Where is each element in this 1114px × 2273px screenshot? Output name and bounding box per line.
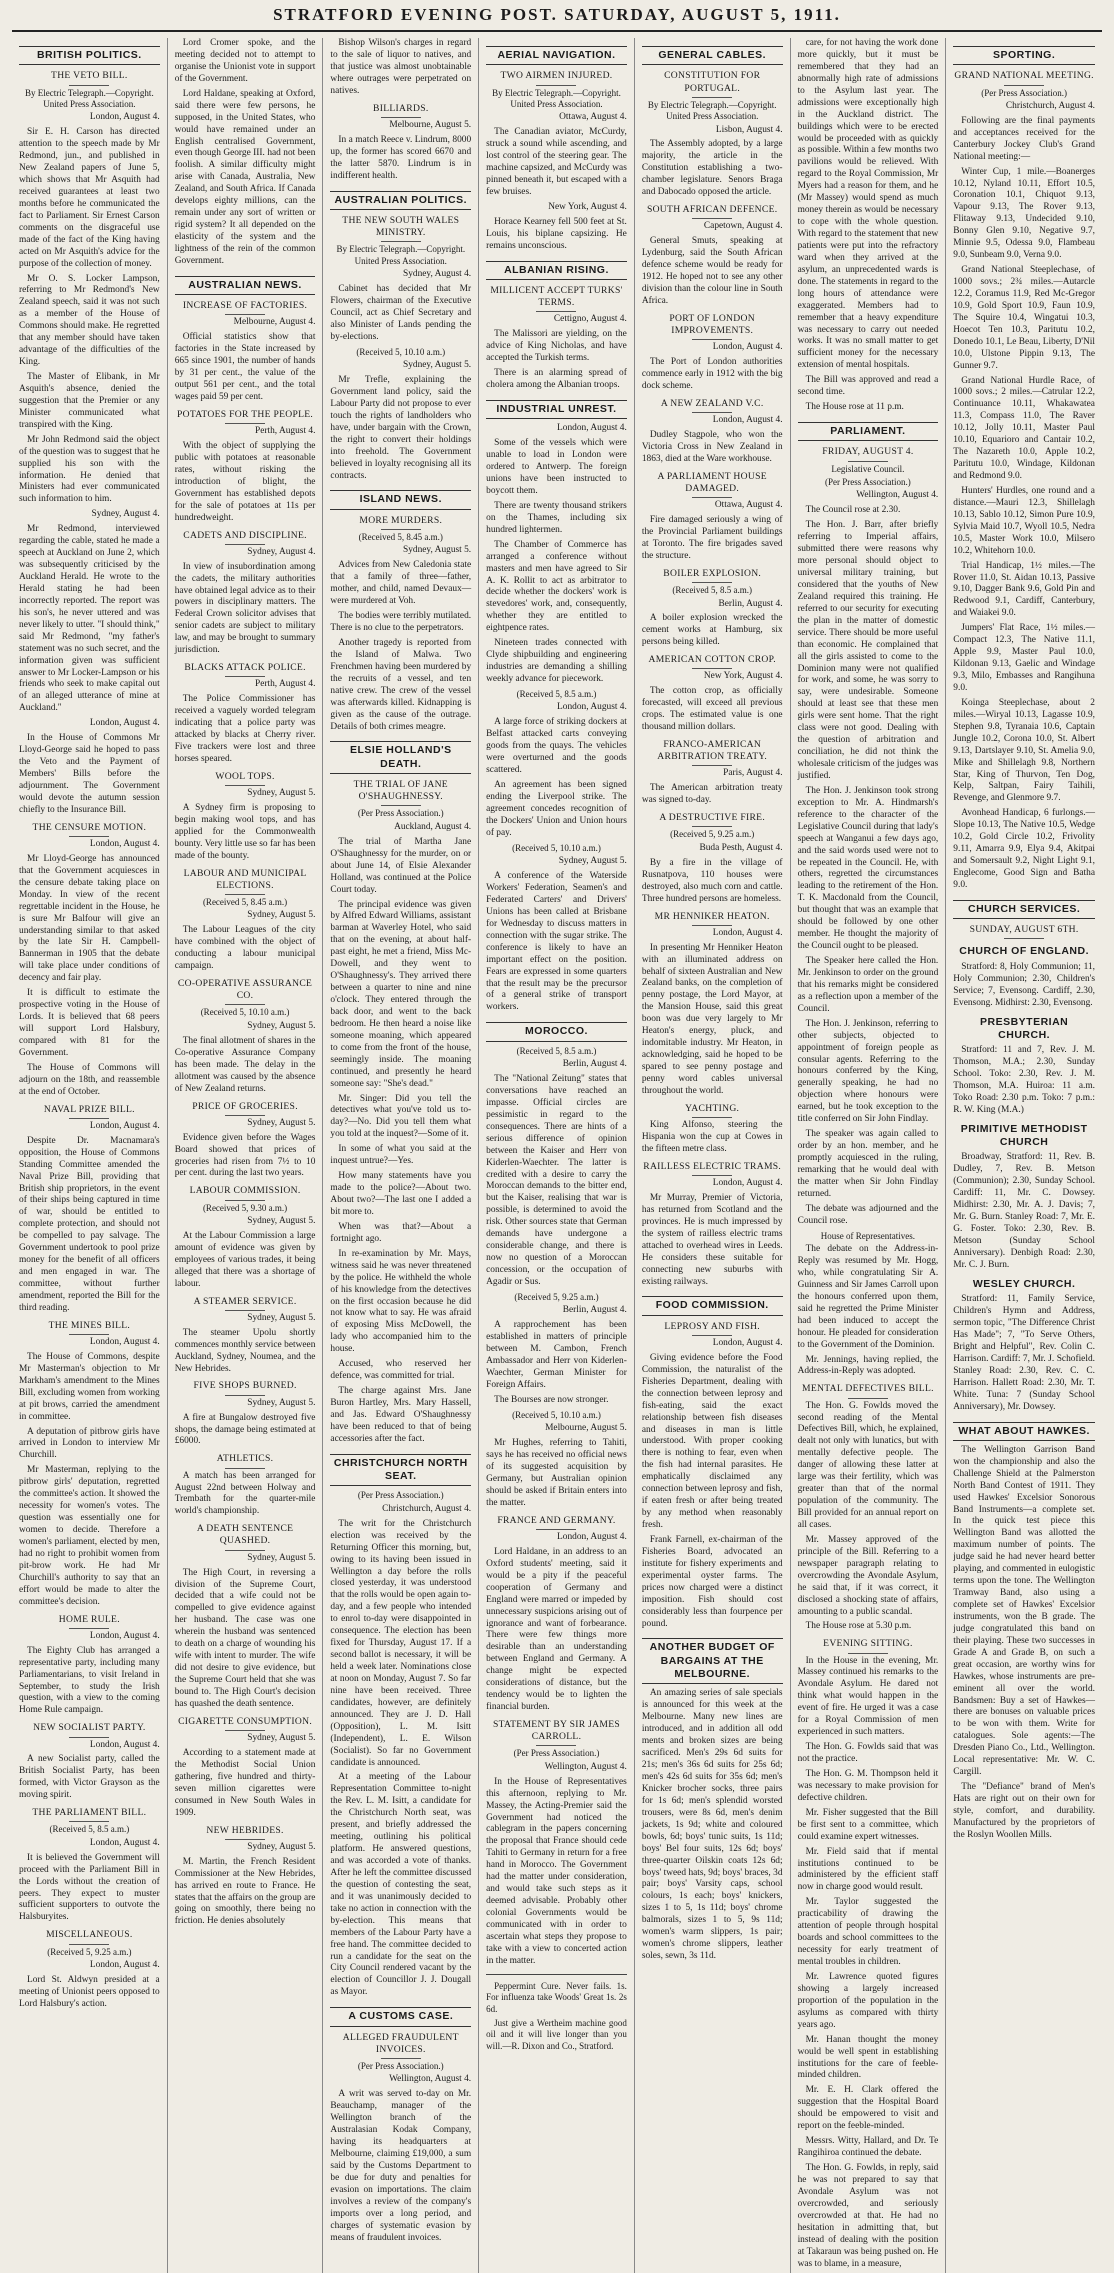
- paragraph: Despite Dr. Macnamara's opposition, the House of Commons Standing Committee amended the Naval Prize Bill, providing that British ship proprietors, in the event of their ships being captured in time of war, should be entitled to complete protection, and should not be compelled to pay salvage. The Government undertook to pool prize money for the benefit of all officers and men engaged in war. The committee, without further amendment, reported the Bill for the third reading.: [19, 1135, 160, 1313]
- section-heading: MOROCCO.: [486, 1022, 627, 1041]
- story-title: A STEAMER SERVICE.: [175, 1296, 316, 1311]
- received-line: (Received 5, 10.10 a.m.): [356, 346, 446, 357]
- paragraph: A match has been arranged for August 22nd between Holway and Trembath for the quarter-mile world's championship.: [174, 1470, 316, 1517]
- column-7: [946, 38, 1102, 2273]
- story-title: CO-OPERATIVE ASSURANCE CO.: [175, 978, 316, 1005]
- paragraph: The Hon. G. Fowlds said that was not the practice.: [797, 1742, 939, 1765]
- paragraph: Accused, who reserved her defence, was committed for trial.: [330, 1359, 472, 1382]
- paragraph: The bodies were terribly mutilated. There is no clue to the perpetrators.: [330, 611, 472, 634]
- paragraph: A boiler explosion wrecked the cement works at Hamburg, six persons being killed.: [641, 613, 783, 648]
- column-1: [12, 38, 168, 2273]
- paragraph: The House rose at 11 p.m.: [805, 402, 904, 413]
- paragraph: The principal evidence was given by Alfred Edward Williams, assistant barman at Waverley Hotel, who said that on the evening, at about half-past eight, he met a friend, Miss Mc-Dowell, and they went to O'Shaughnessy's. They arrived there between a quarter to nine and nine o'clock. They entered through the back door, and went to the back bedroom. He then heard a noise like someone moaning, which appeared to come from the front of the house, seemingly inside. The moaning continued, and presently he heard someone say: "She's dead.": [330, 899, 472, 1089]
- story-title: PORT OF LONDON IMPROVEMENTS.: [642, 313, 783, 340]
- dateline: London, August 4.: [89, 1739, 160, 1750]
- paragraph: The Police Commissioner has received a vaguely worded telegram indicating that a police party was attacked by blacks at Cherry river. Five trackers were lost and three horses speared.: [174, 694, 316, 764]
- story-title: PRICE OF GROCERIES.: [175, 1101, 316, 1116]
- page-columns: [12, 38, 1102, 2269]
- dateline: London, August 4.: [89, 1837, 160, 1848]
- story-title: NEW HEBRIDES.: [175, 1825, 316, 1840]
- paragraph: It is believed the Government will proceed with the Parliament Bill in the Lords without the creation of peers. They expect to muster sufficient supporters to outvote the Halsburyites.: [19, 1852, 160, 1923]
- section-heading: FOOD COMMISSION.: [642, 1296, 783, 1315]
- paragraph: Jumpers' Flat Race, 1½ miles.—Compact 12.3, The Native 11.1, Apple 9.9, Master Paul 10.0, Kildonan 9.13, Gaelic and Windage 9.3, Milo, Embasses and Rangihuna 9.0.: [953, 623, 1095, 693]
- paragraph: It is difficult to estimate the prospective voting in the House of Lords. It is believed that 68 peers will support Lord Halsbury, compared with 81 for the Government.: [19, 988, 160, 1058]
- paragraph: In re-examination by Mr. Mays, witness said he was never threatened by the police. He withheld the whole of his knowledge from the detectives on the first occasion because he did not know what to say. He was afraid of exposing Miss McDowell, the lady who accompanied him to the house.: [330, 1248, 472, 1355]
- dateline: Sydney, August 5.: [247, 1312, 316, 1323]
- paragraph: The cotton crop, as officially forecasted, will exceed all previous crops. The estimated value is one thousand million dollars.: [641, 686, 783, 733]
- paragraph: The Hon. G. M. Thompson held it was necessary to make provision for defective children.: [797, 1768, 939, 1803]
- dateline: Sydney, August 5.: [558, 856, 627, 867]
- paragraph: Lord St. Aldwyn presided at a meeting of Unionist peers opposed to Lord Halsbury's action.: [19, 1974, 160, 2009]
- paragraph: Nineteen trades connected with Clyde shipbuilding and engineering industries are demanding a shilling weekly advance for piecework.: [486, 638, 627, 685]
- story-title: MILLICENT ACCEPT TURKS' TERMS.: [486, 285, 627, 312]
- story-title: GRAND NATIONAL MEETING.: [953, 70, 1095, 85]
- dateline: Ottawa, August 4.: [714, 500, 783, 511]
- dateline: London, August 4.: [712, 927, 783, 938]
- story-title: HOME RULE.: [19, 1614, 160, 1629]
- received-line: (Received 5, 10.10 a.m.): [512, 842, 601, 853]
- section-heading: PARLIAMENT.: [798, 422, 939, 441]
- paragraph: The Hon. J. Jenkinson took strong exception to Mr. A. Hindmarsh's reference to the character of the Legislative Council during that lady's speech at Wanganui a few days ago, and the said words used were not to be repeated in the Council. He, with others, regretted the circumstances leading to the retirement of the Hon. T. K. Macdonald from the Council, but thought that was an example that should be followed by one other member. He thought the majority of the Council ought to be pleased.: [797, 785, 939, 952]
- paragraph: The steamer Upolu shortly commences monthly service between Auckland, Sydney, Noumea, and the New Hebrides.: [174, 1327, 316, 1374]
- credit-line: (Per Press Association.): [357, 2060, 444, 2071]
- paragraph: An agreement has been signed ending the Liverpool strike. The agreement concedes recognition of the Dockers' Union and Union hours of pay.: [486, 780, 627, 838]
- section-heading: AERIAL NAVIGATION.: [486, 46, 627, 65]
- dateline: New York, August 4.: [548, 201, 627, 212]
- paragraph: Mr Lloyd-George has announced that the Government acquiesces in the censure debate taking place on Monday. In view of the recent regrettable incident in the House, he is sure Mr Balfour will give an understanding similar to that asked by the late Sir H. Campbell-Bannerman in 1905 that the debate will take place under conditions of decency and fair play.: [19, 853, 160, 984]
- dateline: Sydney, August 5.: [247, 1841, 316, 1852]
- paragraph: Mr. Singer: Did you tell the detectives what you've told us to-day?—No. Did you tell them what you told at the inquest?—Some of it.: [330, 1093, 472, 1140]
- paragraph: King Alfonso, steering the Hispania won the cup at Cowes in the fifteen metre class.: [641, 1120, 783, 1154]
- dateline: London, August 4.: [712, 415, 783, 426]
- story-title: LABOUR COMMISSION.: [175, 1185, 316, 1200]
- dateline: Sydney, August 5.: [247, 1397, 316, 1408]
- section-heading: AUSTRALIAN NEWS.: [175, 276, 316, 295]
- paragraph: Fire damaged seriously a wing of the Provincial Parliament buildings at Toronto. The fire brigades saved the structure.: [641, 515, 783, 561]
- paragraph: The debate was adjourned and the Council rose.: [797, 1203, 939, 1226]
- paragraph: Grand National Steeplechase, of 1000 sovs.; 2¾ miles.—Autarcle 12.2, Coramus 11.9, Red Mc-Gregor 10.9, Gold Sport 10.9, Faun 10.9, The Squire 10.4, Wingatui 10.3, Hoecot Ten 10.3, Paritutu 10.2, Donedo 10.1, Le Beau, Liberty, D'Nil 10.0, Ulstone Pippin 9.13, The Gunner 9.7.: [953, 265, 1095, 371]
- paragraph: Giving evidence before the Food Commission, the naturalist of the Fisheries Department, dealing with the connection between leprosy and fish-eating, said the exact relationship between fish diseases and diseases in man is little understood. With proper cooking there is nothing to fear, even when the fish had internal parasites. He emphatically disclaimed any connection between leprosy and fish, if eaten fresh or after being treated by any method when reasonably fresh.: [641, 1352, 783, 1531]
- paragraph: How many statements have you made to the police?—About two. About two?—The last one I added a bit more to.: [330, 1171, 472, 1217]
- paragraph: In presenting Mr Henniker Heaton with an illuminated address on behalf of sixteen Australian and New Zealand banks, on the completion of penny postage, the Lord Mayor, at the Mansion House, said this great boon was due very largely to Mr Heaton's energy, pluck, and indomitable industry. Mr Heaton, in acknowledging, said he hoped to be spared to see penny postage and penny word cables universal throughout the world.: [641, 942, 783, 1096]
- paragraph: The "Defiance" brand of Men's Hats are right out on their own for style, comfort, and durability. Manufactured by the proprietors of the Roslyn Woollen Mills.: [953, 1782, 1095, 1840]
- paragraph: In the House in the evening, Mr. Massey continued his remarks to the Avondale Asylum. He dared not think what would happen in the event of fire. He urged it was a case for a Royal Commission of men experienced in such matters.: [797, 1655, 939, 1738]
- advert-notice: Just give a Wertheim machine good oil and it will live longer than you will.—R. Dixon and Co., Stratford.: [486, 2017, 627, 2051]
- paragraph: According to a statement made at the Methodist Social Union gathering, five hundred and thirty-seven million cigarettes were consumed in New South Wales in 1909.: [174, 1747, 316, 1818]
- story-title: NEW SOCIALIST PARTY.: [19, 1722, 160, 1737]
- story-title: CIGARETTE CONSUMPTION.: [175, 1716, 316, 1731]
- section-heading: A CUSTOMS CASE.: [330, 2007, 471, 2026]
- received-line: (Received 5, 8.5 a.m.): [516, 688, 597, 699]
- dateline: London, August 4.: [89, 718, 160, 729]
- paragraph: The Wellington Garrison Band won the championship and also the Challenge Shield at the Palmerston North Band Contest of 1911. They used Hawkes' Excelsior Sonorous Band Instruments—a complete set. In the quick test piece this Wellington Band was allotted the maximum number of points. The judge said he had never heard better playing, and commented in eulogistic terms upon the tone. The Wellington Tramway Band, also using a complete set of Hawkes' Excelsior instruments, won the B grade. The judge congratulated this band on their playing. These two successes in Grade A and Grade B, on such a great occasion, are worthy wins for Hawkes, whose instruments are pre-eminent all over the world. Bandsmen: Buy a set of Hawkes—there are bonuses on valuable prices to be won with them. Write for catalogues. Sole agents:—The Dresden Piano Co., Ltd., Wellington. Local representative: Mr. W. C. Cargill.: [953, 1444, 1095, 1778]
- dateline: Ottawa, August 4.: [559, 112, 627, 123]
- received-line: (Received 5, 9.25 a.m.): [670, 829, 755, 840]
- story-title: THE TRIAL OF JANE O'SHAUGHNESSY.: [330, 779, 471, 806]
- dateline: London, August 4.: [89, 1336, 160, 1347]
- paragraph: A large force of striking dockers at Belfast attacked carts conveying goods from the quays. The vehicles were overturned and the goods scattered.: [486, 717, 627, 776]
- dateline: Sydney, August 4.: [91, 509, 160, 520]
- story-title: A PARLIAMENT HOUSE DAMAGED.: [642, 471, 783, 498]
- paragraph: The charge against Mrs. Jane Buron Hartley, Mrs. Mary Hassell, and Jas. Edward O'Shaughnessy have been reduced to that of being accessories after the fact.: [330, 1386, 472, 1444]
- paragraph: M. Martin, the French Resident Commissioner at the New Hebrides, has arrived en route to France. He states that the affairs on the group are going on smoothly, there being no friction. He denies absolutely: [174, 1856, 316, 1927]
- dateline: London, August 4.: [712, 1337, 783, 1348]
- dateline: Sydney, August 5.: [247, 1215, 316, 1226]
- paragraph: Following are the final payments and acceptances received for the Canterbury Jockey Club's Grand National meeting:—: [953, 115, 1095, 162]
- story-title: MISCELLANEOUS.: [19, 1929, 160, 1944]
- paragraph: Mr. Lawrence quoted figures showing a largely increased proportion of the population in the asylums as compared with thirty years ago.: [797, 1971, 939, 2030]
- column-6: [791, 38, 947, 2273]
- paragraph: At a meeting of the Labour Representation Committee to-night the Rev. L. M. Isitt, a candidate for the Christchurch North seat, was present, and briefly addressed the meeting, outlining his political platform. He answered questions, and was accorded a vote of thanks. After he left the committee discussed the question of contesting the seat, and it was unanimously decided to take no action in connection with the by-election. This means that members of the Labour Party have a free hand. The committee decided to run a candidate for the seat on the City Council rendered vacant by the election of Councillor J. J. Dougall as Mayor.: [330, 1772, 472, 1998]
- column-3: [323, 38, 479, 2273]
- story-title: MR HENNIKER HEATON.: [642, 911, 783, 926]
- story-title: THE PARLIAMENT BILL.: [19, 1807, 160, 1822]
- paragraph: Evidence given before the Wages Board showed that prices of groceries had risen from 7½ to 10 per cent. during the last two years.: [174, 1132, 316, 1179]
- section-heading: CHRISTCHURCH NORTH SEAT.: [330, 1454, 471, 1487]
- masthead: STRATFORD EVENING POST. SATURDAY, AUGUST 5, 1911.: [12, 0, 1102, 32]
- paragraph: Lord Haldane, speaking at Oxford, said there were few persons, he supposed, in the United States, who would have remained under an English centralised Government, even though George III. had not been foolish. A similar difficulty might arise with Canada, Australia, New Zealand, and South Africa. If Canada develops eighty millions, can the remain under any sort of written or rigid system? It all depended on the elasticity of the system and the lightness of the rein of the common Government.: [174, 88, 316, 266]
- dateline: Sydney, August 5.: [247, 910, 316, 921]
- credit-line: By Electric Telegraph.—Copyright. United Press Association.: [647, 99, 777, 122]
- dateline: Wellington, August 4.: [856, 490, 939, 501]
- story-title: ALLEGED FRAUDULENT INVOICES.: [330, 2032, 471, 2059]
- story-title: RAILLESS ELECTRIC TRAMS.: [642, 1161, 783, 1176]
- story-title: YACHTING.: [642, 1103, 783, 1118]
- story-title: STATEMENT BY SIR JAMES CARROLL.: [486, 1719, 627, 1746]
- paragraph: Avonhead Handicap, 6 furlongs.—Slope 10.13, The Native 10.5, Wedge 10.2, Gold Circle 10.2, Frivolity 9.11, Amarra 9.9, Elya 9.4, Akitpai and Somersault 9.2, Night Light 9.1, Englecome, Good Sign and Batha 9.0.: [953, 808, 1095, 890]
- paragraph: Mr. Hanan thought the money would be well spent in establishing institutions for the care of feeble-minded children.: [797, 2034, 939, 2081]
- paragraph: care, for not having the work done more quickly, but it must be remembered that they had an abnormally high rate of admissions to the Asylum last year. The admissions were exceptionally high in the Auckland district. The buildings which were to be erected would be proceeded with as quickly as possible. Within a few months two pavilions would be relieved. With regard to the Royal Commission, Mr Myers had a reason for them, and he (Mr Massey) would spend as much money therein as would be necessary to cope with the whole question. With regard to the statement that new patients were put into the refractory ward when they arrived at the asylum, an unprecedented wards is done. The statements in regard to the long hours of attendance were exaggerated. Members had to remember that a heavy expenditure was necessary to carry out needed works. It was no small matter to get sufficient money for the necessary extension of mental hospitals.: [797, 38, 939, 371]
- paragraph: Mr. Taylor suggested the practicability of drawing the attention of people through hospital boards and school committees to the necessity for early treatment of mental troubles in children.: [797, 1897, 939, 1968]
- dateline: Sydney, August 4.: [247, 546, 316, 557]
- paragraph: The Speaker here called the Hon. Mr. Jenkinson to order on the ground that his remarks might be considered as a reflection upon a member of the Council.: [797, 956, 939, 1014]
- story-title: A NEW ZEALAND V.C.: [642, 398, 783, 413]
- church-heading: PRESBYTERIAN CHURCH.: [980, 1015, 1069, 1041]
- paragraph: Cabinet has decided that Mr Flowers, chairman of the Executive Council, act as Chief Secretary and also Minister of Lands pending the by-elections.: [330, 284, 472, 342]
- paragraph: Frank Farnell, ex-chairman of the Fisheries Board, advocated an institute for fishery experiments and experimental oyster farms. The prices now charged were a distinct imposition. Fish should cost considerably less than fourpence per pound.: [641, 1534, 783, 1629]
- section-heading: WHAT ABOUT HAWKES.: [953, 1422, 1095, 1441]
- paragraph: Lord Cromer spoke, and the meeting decided not to attempt to organise the Unionist vote in support of the Government.: [174, 38, 316, 84]
- dateline: London, August 4.: [89, 838, 160, 849]
- credit-line: (Per Press Association.): [825, 476, 911, 487]
- paragraph: The Assembly adopted, by a large majority, the article in the Constitution establishing a two-chamber legislature. Senors Braga and Dabocado opposed the article.: [641, 139, 783, 198]
- advert-notice: Peppermint Cure. Never fails. 1s. For influenza take Woods' Great 1s. 2s 6d.: [486, 1980, 627, 2014]
- paragraph: Mr John Redmond said the object of the question was to suggest that he supplied his son with the information. He denied that Ministers had ever communicated such information to him.: [19, 434, 160, 505]
- paragraph: The House rose at 5.30 p.m.: [805, 1621, 912, 1632]
- paragraph: Horace Kearney fell 500 feet at St. Louis, his biplane capsizing. He remains unconscious.: [486, 216, 627, 251]
- paragraph: A writ was served to-day on Mr. Beauchamp, manager of the Wellington branch of the Australasian Kodak Company, having its headquarters at Melbourne, claiming £19,000, a sum said by the Customs Department to be due for duty and penalties for evasion on importations. The claim involves a review of the company's imports over a long period, and charges of systematic evasion by means of fraudulent invoices.: [330, 2089, 472, 2243]
- dateline: Sydney, August 5.: [247, 1733, 316, 1744]
- story-title: AMERICAN COTTON CROP.: [642, 654, 783, 669]
- paragraph: Trial Handicap, 1½ miles.—The Rover 11.0, St. Aidan 10.13, Passive 9.10, Dagger Bank 9.6, Gold Pin and Redwood 9.1, Cardiff, Canterbury, and Waiakei 9.0.: [953, 560, 1095, 619]
- paragraph: A deputation of pitbrow girls have arrived in London to interview Mr Churchill.: [19, 1426, 160, 1461]
- credit-line: By Electric Telegraph.—Copyright. United Press Association.: [492, 87, 621, 109]
- paragraph: In the House of Representatives this afternoon, replying to Mr. Massey, the Acting-Premier said the Government had noticed the cablegram in the papers concerning the proposal that France should cede Tahiti to Germany in return for a free hand in Morocco. The Government had the matter under consideration, and would take such steps as it deemed advisable. Probably other colonial Governments would be communicated with in order to ascertain what steps they propose to take with a view to concerted action in the matter.: [486, 1776, 627, 1966]
- dateline: Auckland, August 4.: [394, 821, 472, 832]
- dateline: London, August 4.: [89, 1630, 160, 1641]
- received-line: (Received 5, 10.10 a.m.): [200, 1007, 290, 1018]
- story-title: NAVAL PRIZE BILL.: [19, 1104, 160, 1119]
- paragraph: Koinga Steeplechase, about 2 miles.—Wiryal 10.13, Lagasse 10.9, Stephen 9.8, Tyranaia 10.6, Captain Jungle 10.2, Corona 10.0, St. Albert 9.13, Dartslayer 9.10, St. Amelia 9.0, Mike and Shillelagh 9.8, Northern Star, King of Thurvon, Ten Dog, Kelp, Saltpan, Fairy Taihili, Revenge, and Glenmore 9.7.: [953, 697, 1095, 804]
- paragraph: The Master of Elibank, in Mr Asquith's absence, denied the suggestion that the Premier or any Minister communicated what transpired with the King.: [19, 372, 160, 430]
- story-title: LEPROSY AND FISH.: [642, 1321, 783, 1336]
- paragraph: Stratford: 11 and 7, Rev. J. M. Thomson, M.A.; 2.30, Sunday School. Toko: 2.30, Rev. J. M. Thomson, M.A. Huiroa: 11 a.m. Toko Road: 2.30 p.m. Toko: 7 p.m.: R. W. King (M.A.): [953, 1045, 1095, 1115]
- dateline: Wellington, August 4.: [389, 2074, 472, 2085]
- story-title: THE CENSURE MOTION.: [19, 822, 160, 837]
- story-title: SUNDAY, AUGUST 6TH.: [953, 924, 1095, 939]
- story-title: FIVE SHOPS BURNED.: [175, 1380, 316, 1395]
- paragraph: When was that?—About a fortnight ago.: [330, 1221, 472, 1244]
- story-title: POTATOES FOR THE PEOPLE.: [175, 409, 316, 424]
- paragraph: The Hon. G. Fowlds, in reply, said he was not prepared to say that Avondale Asylum was not overcrowded, and seriously overcrowded at that. He had no hesitation in admitting that, but instead of dealing with the position at Takaraun was being pushed on. He was to blame, in a measure,: [797, 2163, 939, 2269]
- story-title: EVENING SITTING.: [798, 1638, 939, 1653]
- paragraph: The Bourses are now stronger.: [494, 1394, 609, 1405]
- dateline: Berlin, August 4.: [718, 598, 783, 609]
- section-heading: BRITISH POLITICS.: [19, 46, 160, 65]
- dateline: Sydney, August 5.: [247, 1020, 316, 1031]
- story-title: THE NEW SOUTH WALES MINISTRY.: [330, 215, 471, 242]
- dateline: London, August 4.: [89, 1120, 160, 1131]
- dateline: Buda Pesth, August 4.: [699, 842, 783, 853]
- dateline: London, August 4.: [89, 112, 160, 123]
- dateline: Sydney, August 4.: [402, 269, 472, 280]
- dateline: London, August 4.: [712, 1178, 783, 1189]
- section-heading: ISLAND NEWS.: [330, 490, 471, 509]
- dateline: Sydney, August 5.: [247, 1552, 316, 1563]
- received-line: (Received 5, 9.25 a.m.): [514, 1291, 599, 1302]
- divider: [486, 1974, 627, 1975]
- paragraph: Some of the vessels which were unable to load in London were ordered to Antwerp. The foreign unions have been instructed to boycott them.: [486, 438, 627, 496]
- credit-line: By Electric Telegraph.—Copyright. United Press Association.: [336, 244, 466, 266]
- paragraph: The Eighty Club has arranged a representative party, including many Parliamentarians, to visit Ireland in September, to study the Irish question, with a view to the coming Home Rule campaign.: [19, 1645, 160, 1716]
- church-heading: WESLEY CHURCH.: [972, 1277, 1076, 1290]
- dateline: Berlin, August 4.: [562, 1305, 627, 1316]
- paragraph: Mr. Jennings, having replied, the Address-in-Reply was adopted.: [797, 1354, 939, 1377]
- dateline: Lisbon, August 4.: [715, 124, 783, 135]
- paragraph: Mr. Field said that if mental institutions continued to be administered by the efficient staff now in charge good would result.: [797, 1846, 939, 1893]
- dateline: Sydney, August 5.: [402, 545, 472, 556]
- dateline: New York, August 4.: [703, 671, 783, 682]
- column-4: [479, 38, 635, 2273]
- dateline: Melbourne, August 4.: [233, 317, 316, 328]
- story-title: THE VETO BILL.: [19, 70, 160, 85]
- received-line: (Received 5, 8.5 a.m.): [49, 1824, 130, 1835]
- paragraph: Grand National Hurdle Race, of 1000 sovs.; 2 miles.—Catrular 12.2, Continuance 10.11, Whakawatea 11.3, Compass 11.0, The Raver 10.12, Jolly 10.11, Master Paul 10.10, Equarioro and Cantair 10.2, The Nazareth 10.0, Apple 10.2, Paritutu 10.0, Windage, Kildonan and Redmond 9.0.: [953, 375, 1095, 482]
- paragraph: Lord Haldane, in an address to an Oxford students' meeting, said it would be a pity if the peaceful cooperation of Germany and England were marred or impeded by unnecessary suspicions arising out of ignorance and want of forbearance. There were few things more desirable than an understanding between England and Germany. A change might be expected considerations of distance, but the tendency would be to lighten the financial burden.: [486, 1546, 627, 1713]
- paragraph: Another tragedy is reported from the Island of Malwa. Two Frenchmen having been murdered by the recruits of a vessel, and ten native crew. The crew of the vessel was afterwards killed. Kidnapping is given as the cause of the outrage. Details of both crimes meagre.: [330, 637, 472, 732]
- paragraph: Advices from New Caledonia state that a family of three—father, mother, and child, named Devaux—were murdered at Voh.: [330, 560, 472, 607]
- received-line: (Received 5, 10.10 a.m.): [512, 1409, 601, 1420]
- paragraph: The House of Commons, despite Mr Masterman's objection to Mr Markham's amendment to the Mines Bill, excluding women from working at pit brows, carried the amendment in committee.: [19, 1351, 160, 1422]
- paragraph: With the object of supplying the public with potatoes at reasonable rates, without risking the introduction of blight, the Government has established depots for the sale of potatoes at 11s per hundredweight.: [174, 440, 316, 523]
- paragraph: Messrs. Witty, Hallard, and Dr. Te Rangihiroa continued the debate.: [797, 2136, 939, 2159]
- dateline: Perth, August 4.: [255, 679, 316, 690]
- paragraph: Mr O. S. Locker Lampson, referring to Mr Redmond's New Zealand speech, said it was not such as a member of the House of Commons should make. He regretted that any member should have taken advantage of the difficulties of the King.: [19, 273, 160, 368]
- story-title: THE MINES BILL.: [19, 1320, 160, 1335]
- column-2: [168, 38, 324, 2273]
- paragraph: At the Labour Commission a large amount of evidence was given by employees of various trades, it being alleged that there was a shortage of labour.: [174, 1230, 316, 1289]
- section-heading: ANOTHER BUDGET OF BARGAINS AT THE MELBOURNE.: [642, 1638, 783, 1684]
- subheading: Legislative Council.: [831, 463, 905, 474]
- dateline: London, August 4.: [557, 1531, 627, 1542]
- story-title: TWO AIRMEN INJURED.: [486, 70, 627, 85]
- received-line: (Received 5, 8.5 a.m.): [672, 585, 753, 596]
- paragraph: The House of Commons will adjourn on the 18th, and reassemble at the end of October.: [19, 1062, 160, 1097]
- paragraph: In some of what you said at the inquest untrue?—Yes.: [330, 1144, 472, 1167]
- column-5: [635, 38, 791, 2273]
- paragraph: The High Court, in reversing a division of the Supreme Court, decided that a wife could not be compelled to give evidence against her husband. The case was one wherein the husband was sentenced to death on a charge of wounding his wife with intent to murder. The wife did not desire to give evidence, but the Supreme Court held that she was bound to. The High Court's decision has quashed the death sentence.: [174, 1567, 316, 1709]
- paragraph: A rapprochement has been established in matters of principle between M. Cambon, French Ambassador and Herr von Kiderlen-Waechter, German Minister for Foreign Affairs.: [486, 1320, 627, 1390]
- paragraph: The American arbitration treaty was signed to-day.: [641, 783, 783, 806]
- paragraph: The Council rose at 2.30.: [805, 505, 901, 516]
- paragraph: The Labour Leagues of the city have combined with the object of conducting a labour municipal campaign.: [174, 925, 316, 972]
- paragraph: The speaker was again called to order by an hon. member, and he promptly acquiesced in the ruling, remarking that he would deal with the matter when Sir John Findlay returned.: [797, 1129, 939, 1199]
- story-title: ATHLETICS.: [175, 1453, 316, 1468]
- dateline: Christchurch, August 4.: [1005, 100, 1095, 111]
- paragraph: Stratford: 11, Family Service, Children's Hymn and Address, sermon topic, "The Difference Christ Has Made"; 7, "To Serve Others, Bright and Helpful", Rev. Colin C. Harrison. Cardiff: 7, Mr. J. Schofield. Stanley Road: 2.30, Rev. C. C. Harrison. Hallett Road: 2.30, Mr. T. White. Tuna: 7 (Sunday School Anniversary), Mr. Dowsey.: [953, 1294, 1095, 1412]
- received-line: (Received 5, 8.45 a.m.): [202, 897, 288, 908]
- paragraph: In view of insubordination among the cadets, the military authorities have obtained legal advice as to their powers in disciplinary matters. The Federal Crown solicitor advises that senior cadets are subject to military law, and may be brought to summary jurisdiction.: [174, 561, 316, 656]
- church-heading: CHURCH OF ENGLAND.: [959, 945, 1089, 958]
- paragraph: The Port of London authorities commence early in 1912 with the big dock scheme.: [641, 357, 783, 392]
- paragraph: A conference of the Waterside Workers' Federation, Seamen's and Federated Carters' and Drivers' Unions has been called at Brisbane for Wednesday to discuss matters in connection with the sugar strike. The conference is likely to have an important effect on the position. Fears are expressed in some quarters that the result may be the precursor of a general strike of transport workers.: [486, 871, 627, 1013]
- section-heading: GENERAL CABLES.: [642, 46, 783, 65]
- credit-line: (Per Press Association.): [981, 87, 1067, 98]
- paragraph: The final allotment of shares in the Co-operative Assurance Company has been made. The delay in the allotment was caused by the absence of New Zealand returns.: [174, 1035, 316, 1094]
- story-title: CADETS AND DISCIPLINE.: [175, 530, 316, 545]
- credit-line: (Per Press Association.): [357, 808, 444, 819]
- story-title: CONSTITUTION FOR PORTUGAL.: [642, 70, 783, 97]
- paragraph: Mr Redmond, interviewed regarding the cable, stated he made a speech at Auckland on June 2, which was subsequently criticised by the Auckland Herald. He wrote to the Herald stating he had been incorrectly reported. The report was his son's, he never uttered and was never likely to utter. "I should think," said Mr Redmond, "my father's statement was no such secret, and the information given was sufficient answer to Mr Locker-Lampson or his friends who seek to make capital out of an alleged utterance of mine at Auckland.": [19, 524, 160, 714]
- dateline: London, August 4.: [557, 702, 627, 713]
- paragraph: Mr. Massey approved of the principle of the Bill. Referring to a newspaper paragraph relating to overcrowding the Avondale Asylum, he said that, if it was correct, it disclosed a shocking state of affairs, amounting to a public scandal.: [797, 1534, 939, 1617]
- paragraph: The Hon. J. Jenkinson, referring to other subjects, objected to appointment of foreign people as consular agents. Referring to the honours conferred by the King, generally speaking, he had no objection where honours were earned, but he took exception to the title conferred on Sir John Findlay.: [797, 1018, 939, 1125]
- story-title: BLACKS ATTACK POLICE.: [175, 662, 316, 677]
- story-title: A DESTRUCTIVE FIRE.: [642, 812, 783, 827]
- paragraph: The "National Zeitung" states that conversations have reached an impasse. Official circles are pessimistic in regard to the consequences. There are hints of a serious difference of opinion between the Kaiser and Herr von Kiderlen-Waechter. The latter is credited with a desire to carry the Moroccan demands to the bitter end, but the Kaiser, realising that war is possible, is determined to avoid the risk. Other sources state that German demands have undergone a considerable change, and there is now no question of a Moroccan concession, or the occupation of Agadir or Sus.: [486, 1074, 627, 1287]
- received-line: (Received 5, 9.25 a.m.): [47, 1946, 132, 1957]
- paragraph: An amazing series of sale specials is announced for this week at the Melbourne. Many new lines are introduced, and in addition all odd ments and broken sizes are being sacrificed. Men's 29s 6d suits for 21s; men's 36s 6d suits for 25s 6d; men's 42s 6d suits for 35s 6d; men's Knicker brocher socks, three pairs for 1s 6d; men's splendid worsted trousers, were 8s 6d, men's denim jackets, 1s 9d; white and coloured bowls, 6d; boys' tunic suits, 1s 11d; boys' Bel four suits, 12s 6d; boys' three-quarter Oilskin coats 12s 6d; boys' tweed hats, 9d; boys' braces, 3d pair; boys' Varsity caps, school colours, 1s each; boys' knickers, sizes 1 to 5, 1s 11d; boys' chrome balmorals, sizes 1 to 5, 9s 11d; women's warm slippers, 1s pair; women's chrome slippers, leather soles, sewn, 3s 11d.: [641, 1688, 783, 1962]
- paragraph: A Sydney firm is proposing to begin making wool tops, and has applied for the Commonwealth bounty. Very little use so far has been made of the bounty.: [174, 803, 316, 861]
- paragraph: General Smuts, speaking at Lydenburg, said the South African defence scheme would be ready for 1912. He hoped not to see any other division than the colour line in South Africa.: [641, 236, 783, 306]
- section-heading: INDUSTRIAL UNREST.: [486, 400, 627, 419]
- paragraph: There is an alarming spread of cholera among the Albanian troops.: [486, 368, 627, 391]
- paragraph: The Malissori are yielding, on the advice of King Nicholas, and have accepted the Turkish terms.: [486, 329, 627, 364]
- paragraph: Mr. Fisher suggested that the Bill be first sent to a committee, which could examine expert witnesses.: [797, 1807, 939, 1842]
- paragraph: The Hon. J. Barr, after briefly referring to Imperial affairs, submitted there were reasons why more personal should object to universal military training, but considered that the youths of New Zealand required this training. He referred to our security for executing the plan in the matter of domestic service. There should be more useful than economic. He complained that all the girls assisted to come to the Dominion many were not qualified for work, and some, he was sorry to say, were undesirable. Someone should at least see that these men girls were sent home. That the right class were not good. Dealing with the question of arbitration and conciliation, he did not think the wholesale criticism of the judges was justified.: [797, 520, 939, 781]
- paragraph: The Chamber of Commerce has arranged a conference without masters and men have agreed to Sir A. K. Rollit to act as arbitrator to decide whether the dockers' work is stevedores' work, and, consequently, whether they are entitled to eightpence rates.: [486, 539, 627, 634]
- paragraph: Broadway, Stratford: 11, Rev. B. Dudley, 7, Rev. B. Metson (Communion); 2.30, Sunday School. Cardiff: 11, Mr. C. Dowsey. Midhirst: 2.30, Mr. A. J. Davis; 7, Mr. G. Burn. Stanley Road: 7, Mr. E. G. Foster. Toko: 2.30, Rev. B. Metson (Sunday School Anniversary). Denbigh Road: 2.30, Mr. C. J. Burn.: [953, 1152, 1095, 1270]
- dateline: Melbourne, August 5.: [389, 119, 472, 130]
- story-title: BILLIARDS.: [330, 103, 471, 118]
- dateline: Berlin, August 4.: [562, 1059, 627, 1070]
- story-title: MENTAL DEFECTIVES BILL.: [798, 1383, 939, 1398]
- paragraph: The Hon. G. Fowlds moved the second reading of the Mental Defectives Bill, which, he explained, dealt not only with lunatics, but with mentally defective people. The danger of allowing these latter at large was their fertility, which was greater than that of the normal population of the community. The Bill provided for an annual report on all cases.: [797, 1400, 939, 1530]
- paragraph: Mr Trefle, explaining the Government land policy, said the Labour Party did not propose to ever touch the rights of landholders who have, under bargain with the Crown, the right to convert their holdings into freehold. The Government believed in loyalty recognising all its contracts.: [330, 375, 472, 481]
- paragraph: A new Socialist party, called the British Socialist Party, has been formed, with Victor Grayson as the moving spirit.: [19, 1754, 160, 1801]
- dateline: Melbourne, August 5.: [545, 1423, 627, 1434]
- received-line: (Received 5, 9.30 a.m.): [202, 1202, 288, 1213]
- dateline: London, August 4.: [89, 1959, 160, 1970]
- credit-line: By Electric Telegraph.—Copyright. United Press Association.: [25, 87, 154, 109]
- paragraph: The Bill was approved and read a second time.: [797, 375, 939, 398]
- paragraph: Mr. E. H. Clark offered the suggestion that the Hospital Board should be empowered to visit and report on the feeble-minded.: [797, 2085, 939, 2132]
- paragraph: Mr Murray, Premier of Victoria, has returned from Scotland and the provinces. He is much impressed by the system of railless electric trams attached to overhead wires in Leeds. He considers these suitable for connecting new suburbs with existing railways.: [641, 1192, 783, 1287]
- dateline: Sydney, August 5.: [247, 1117, 316, 1128]
- paragraph: The trial of Martha Jane O'Shaughnessy for the murder, on or about June 14, of Elsie Alexander Holland, was continued at the Police Court today.: [330, 836, 472, 895]
- paragraph: Sir E. H. Carson has directed attention to the speech made by Mr Redmond, jun., and published in New Zealand papers of June 5, which shows that Mr Asquith had received guarantees at least two months before he communicated the fact to Parliament. Sir Ernest Carson comments on the disgraceful use made of the fact of the King having acted on Mr Asquith's advice for the purpose of the collection of money.: [19, 127, 160, 269]
- section-heading: AUSTRALIAN POLITICS.: [330, 191, 471, 210]
- dateline: Capetown, August 4.: [703, 221, 783, 232]
- subheading: House of Representatives.: [820, 1230, 916, 1241]
- story-title: MORE MURDERS.: [330, 515, 471, 530]
- dateline: Sydney, August 5.: [402, 360, 472, 371]
- dateline: London, August 4.: [712, 342, 783, 353]
- dateline: Christchurch, August 4.: [382, 1503, 472, 1514]
- paragraph: Stratford: 8, Holy Communion; 11, Holy Communion; 2.30, Children's Service; 7, Evensong. Cardiff, 2.30, Evensong. Midhirst: 2.30, Evensong.: [953, 961, 1095, 1008]
- received-line: (Received 5, 8.5 a.m.): [516, 1045, 597, 1056]
- story-title: WOOL TOPS.: [175, 771, 316, 786]
- paragraph: By a fire in the village of Rusnatpova, 110 houses were destroyed, also much corn and cattle. Three hundred persons are homeless.: [641, 857, 783, 904]
- section-heading: CHURCH SERVICES.: [953, 900, 1095, 919]
- story-title: A DEATH SENTENCE QUASHED.: [175, 1523, 316, 1550]
- paragraph: The writ for the Christchurch election was received by the Returning Officer this morning, but, owing to its having been issued in Wellington a day before the rolls closed yesterday, it was understood that the rolls would be open again to-day, and a few people who intended to enrol to-day were disappointed in consequence. The election has been fixed for Thursday, August 17. If a second ballot is necessary, it will be held a week later. Nominations close at noon on Monday, August 7. So far nine have been received. Three candidates, however, are definitely announced. They are J. D. Hall (Opposition), L. M. Isitt (Independent), L. E. Wilson (Socialist). So far no Government candidate is announced.: [330, 1518, 472, 1768]
- story-title: FRANCO-AMERICAN ARBITRATION TREATY.: [642, 739, 783, 766]
- paragraph: In a match Reece v. Lindrum, 8000 up, the former has scored 6670 and the latter 5870. Lindrum is in indifferent health.: [330, 134, 472, 181]
- story-title: SOUTH AFRICAN DEFENCE.: [642, 204, 783, 219]
- credit-line: (Per Press Association.): [513, 1748, 600, 1759]
- dateline: London, August 4.: [557, 423, 627, 434]
- section-heading: ELSIE HOLLAND'S DEATH.: [330, 741, 471, 774]
- paragraph: Dudley Stagpole, who won the Victoria Cross in New Zealand in 1863, died at the Ware workhouse.: [641, 430, 783, 464]
- dateline: Perth, August 4.: [255, 426, 316, 437]
- story-title: FRANCE AND GERMANY.: [486, 1515, 627, 1530]
- story-title: FRIDAY, AUGUST 4.: [798, 446, 939, 461]
- received-line: (Received 5, 8.45 a.m.): [358, 531, 443, 542]
- paragraph: Winter Cup, 1 mile.—Boanerges 10.12, Nyland 10.11, Effort 10.5, Coronation 10.1, Chiquot 9.13, Vapour 9.13, The Rover 9.13, Flitaway 9.13, Undecided 9.10, Bonny Glen 9.10, Negative 9.7, Minnie 9.5, Odessa 9.0, Flambeau 9.0, Sunbeam 9.0, Verna 9.0.: [953, 166, 1095, 261]
- paragraph: Mr Hughes, referring to Tahiti, says he has received no official news of its suggested acquisition by Germany, but Australian opinion should be asked if Britain enters into the matter.: [486, 1438, 627, 1508]
- paragraph: Hunters' Hurdles, one round and a distance.—Mauri 12.3, Shillelagh 10.13, Sablo 10.12, Simon Pure 10.9, Sylvia Maid 10.7, Wyoll 10.5, Nedra 10.5, Master Work 10.0, Milsero 10.2, Whitehorn 10.0.: [953, 485, 1095, 556]
- paragraph: The Canadian aviator, McCurdy, struck a sound while ascending, and lost control of the steering gear. The machine capsized, and McCurdy was pinned beneath it, but escaped with a few bruises.: [486, 127, 627, 197]
- paragraph: Official statistics show that factories in the State increased by 665 since 1901, the number of hands by 31 per cent., the value of the output 561 per cent., and the total wages paid 59 per cent.: [174, 332, 316, 402]
- paragraph: A fire at Bungalow destroyed five shops, the damage being estimated at £6000.: [174, 1412, 316, 1447]
- section-heading: SPORTING.: [953, 46, 1095, 65]
- paragraph: Bishop Wilson's charges in regard to the sale of liquor to natives, and that justice was almost unobtainable where outrages were perpetrated on natives.: [330, 38, 472, 96]
- paragraph: There are twenty thousand strikers on the Thames, including six hundred lightermen.: [486, 500, 627, 535]
- church-heading: PRIMITIVE METHODIST CHURCH: [960, 1122, 1088, 1149]
- paragraph: The debate on the Address-in-Reply was resumed by Mr. Hogg, who, while congratulating Sir A. Guinness and Sir James Carroll upon the honours conferred upon them, said he regretted the Prime Minister had been induced to accept the honour. He pleaded for consideration to the Government of the Dominion.: [797, 1244, 939, 1350]
- story-title: INCREASE OF FACTORIES.: [175, 300, 316, 315]
- story-title: LABOUR AND MUNICIPAL ELECTIONS.: [175, 868, 316, 895]
- dateline: Cettigno, August 4.: [553, 314, 627, 325]
- dateline: Paris, August 4.: [723, 768, 783, 779]
- story-title: BOILER EXPLOSION.: [642, 568, 783, 583]
- dateline: Wellington, August 4.: [544, 1761, 627, 1772]
- paragraph: In the House of Commons Mr Lloyd-George said he hoped to pass the Veto and the Payment of Members' Bills before the adjournment. The Government would devote the autumn session chiefly to the Insurance Bill.: [19, 733, 160, 815]
- credit-line: (Per Press Association.): [357, 1490, 444, 1501]
- paragraph: Mr Masterman, replying to the pitbrow girls' deputation, regretted the committee's action. It showed the necessity for women's votes. The question was essentially one for women to decide. Therefore a women's parliament, elected by men, had no right to prohibit women from pit-brow work. He had Mr Churchill's authority to say that an effort would be made to alter the committee's decision.: [19, 1465, 160, 1607]
- dateline: Sydney, August 5.: [247, 788, 316, 799]
- section-heading: ALBANIAN RISING.: [486, 261, 627, 280]
